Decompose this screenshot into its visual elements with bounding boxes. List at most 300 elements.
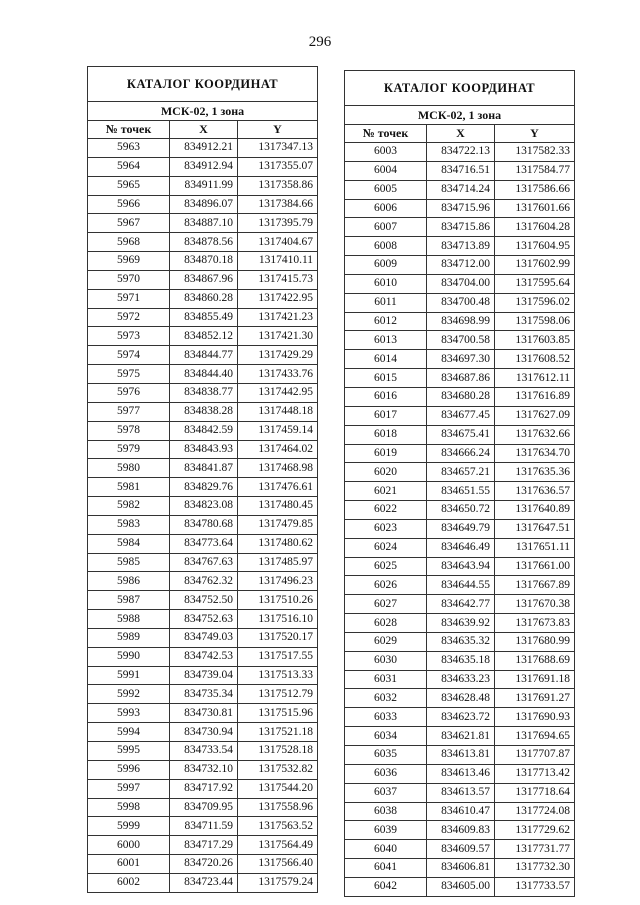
y-coordinate-cell: 1317627.09 xyxy=(495,406,575,425)
point-number-cell: 6017 xyxy=(345,406,427,425)
point-number-cell: 6020 xyxy=(345,463,427,482)
x-coordinate-cell: 834649.79 xyxy=(427,519,495,538)
x-coordinate-cell: 834723.44 xyxy=(170,873,238,892)
table-row xyxy=(88,402,318,421)
point-number-cell: 5975 xyxy=(88,365,170,384)
catalog-subtitle: МСК-02, 1 зона xyxy=(88,102,318,121)
point-number-cell: 5997 xyxy=(88,779,170,798)
column-header-x: X xyxy=(427,125,495,143)
x-coordinate-cell: 834621.81 xyxy=(427,727,495,746)
x-coordinate-cell: 834613.46 xyxy=(427,764,495,783)
x-coordinate-cell: 834911.99 xyxy=(170,176,238,195)
x-coordinate-cell: 834635.32 xyxy=(427,632,495,651)
table-row xyxy=(345,256,575,275)
x-coordinate-cell: 834773.64 xyxy=(170,534,238,553)
x-coordinate-cell: 834878.56 xyxy=(170,233,238,252)
y-coordinate-cell: 1317510.26 xyxy=(238,591,318,610)
point-number-cell: 5989 xyxy=(88,628,170,647)
x-coordinate-cell: 834838.77 xyxy=(170,383,238,402)
y-coordinate-cell: 1317647.51 xyxy=(495,519,575,538)
table-row xyxy=(345,708,575,727)
point-number-cell: 5981 xyxy=(88,478,170,497)
y-coordinate-cell: 1317732.30 xyxy=(495,859,575,878)
table-row xyxy=(88,723,318,742)
table-row xyxy=(345,218,575,237)
point-number-cell: 6015 xyxy=(345,369,427,388)
x-coordinate-cell: 834687.86 xyxy=(427,369,495,388)
table-row xyxy=(88,817,318,836)
table-row xyxy=(345,199,575,218)
point-number-cell: 5974 xyxy=(88,346,170,365)
y-coordinate-cell: 1317563.52 xyxy=(238,817,318,836)
y-coordinate-cell: 1317521.18 xyxy=(238,723,318,742)
point-number-cell: 6006 xyxy=(345,199,427,218)
x-coordinate-cell: 834644.55 xyxy=(427,576,495,595)
point-number-cell: 5995 xyxy=(88,742,170,761)
x-coordinate-cell: 834843.93 xyxy=(170,440,238,459)
y-coordinate-cell: 1317713.42 xyxy=(495,764,575,783)
table-row xyxy=(345,501,575,520)
point-number-cell: 5972 xyxy=(88,308,170,327)
y-coordinate-cell: 1317634.70 xyxy=(495,444,575,463)
table-row xyxy=(88,346,318,365)
table-row xyxy=(88,497,318,516)
table-row xyxy=(88,647,318,666)
y-coordinate-cell: 1317422.95 xyxy=(238,289,318,308)
table-row xyxy=(345,783,575,802)
table-row xyxy=(88,610,318,629)
y-coordinate-cell: 1317673.83 xyxy=(495,614,575,633)
point-number-cell: 6028 xyxy=(345,614,427,633)
x-coordinate-cell: 834715.96 xyxy=(427,199,495,218)
y-coordinate-cell: 1317661.00 xyxy=(495,557,575,576)
point-number-cell: 5963 xyxy=(88,139,170,158)
y-coordinate-cell: 1317532.82 xyxy=(238,760,318,779)
point-number-cell: 6023 xyxy=(345,519,427,538)
y-coordinate-cell: 1317731.77 xyxy=(495,840,575,859)
point-number-cell: 5971 xyxy=(88,289,170,308)
point-number-cell: 5998 xyxy=(88,798,170,817)
x-coordinate-cell: 834867.96 xyxy=(170,270,238,289)
table-row xyxy=(88,591,318,610)
x-coordinate-cell: 834870.18 xyxy=(170,252,238,271)
point-number-cell: 6019 xyxy=(345,444,427,463)
y-coordinate-cell: 1317421.23 xyxy=(238,308,318,327)
coordinate-catalog-right xyxy=(344,70,575,897)
x-coordinate-cell: 834733.54 xyxy=(170,742,238,761)
y-coordinate-cell: 1317496.23 xyxy=(238,572,318,591)
table-row xyxy=(345,237,575,256)
x-coordinate-cell: 834844.40 xyxy=(170,365,238,384)
point-number-cell: 6022 xyxy=(345,501,427,520)
y-coordinate-cell: 1317395.79 xyxy=(238,214,318,233)
y-coordinate-cell: 1317598.06 xyxy=(495,312,575,331)
x-coordinate-cell: 834700.48 xyxy=(427,293,495,312)
coordinate-catalog-left xyxy=(87,66,318,893)
y-coordinate-cell: 1317512.79 xyxy=(238,685,318,704)
x-coordinate-cell: 834651.55 xyxy=(427,482,495,501)
point-number-cell: 5991 xyxy=(88,666,170,685)
x-coordinate-cell: 834742.53 xyxy=(170,647,238,666)
table-row xyxy=(345,840,575,859)
table-row xyxy=(345,859,575,878)
y-coordinate-cell: 1317608.52 xyxy=(495,350,575,369)
table-row xyxy=(88,855,318,874)
table-row xyxy=(88,176,318,195)
x-coordinate-cell: 834730.94 xyxy=(170,723,238,742)
point-number-cell: 5992 xyxy=(88,685,170,704)
table-row xyxy=(345,425,575,444)
y-coordinate-cell: 1317404.67 xyxy=(238,233,318,252)
y-coordinate-cell: 1317640.89 xyxy=(495,501,575,520)
table-row xyxy=(345,802,575,821)
point-number-cell: 5999 xyxy=(88,817,170,836)
x-coordinate-cell: 834680.28 xyxy=(427,387,495,406)
table-row xyxy=(345,821,575,840)
x-coordinate-cell: 834711.59 xyxy=(170,817,238,836)
column-header-y: Y xyxy=(238,121,318,139)
table-row xyxy=(88,157,318,176)
y-coordinate-cell: 1317694.65 xyxy=(495,727,575,746)
y-coordinate-cell: 1317528.18 xyxy=(238,742,318,761)
x-coordinate-cell: 834650.72 xyxy=(427,501,495,520)
x-coordinate-cell: 834606.81 xyxy=(427,859,495,878)
y-coordinate-cell: 1317586.66 xyxy=(495,180,575,199)
x-coordinate-cell: 834842.59 xyxy=(170,421,238,440)
point-number-cell: 6040 xyxy=(345,840,427,859)
x-coordinate-cell: 834844.77 xyxy=(170,346,238,365)
y-coordinate-cell: 1317718.64 xyxy=(495,783,575,802)
y-coordinate-cell: 1317448.18 xyxy=(238,402,318,421)
point-number-cell: 5982 xyxy=(88,497,170,516)
x-coordinate-cell: 834697.30 xyxy=(427,350,495,369)
x-coordinate-cell: 834735.34 xyxy=(170,685,238,704)
y-coordinate-cell: 1317602.99 xyxy=(495,256,575,275)
x-coordinate-cell: 834643.94 xyxy=(427,557,495,576)
table-row xyxy=(345,651,575,670)
y-coordinate-cell: 1317724.08 xyxy=(495,802,575,821)
point-number-cell: 5979 xyxy=(88,440,170,459)
point-number-cell: 5990 xyxy=(88,647,170,666)
table-row xyxy=(88,214,318,233)
point-number-cell: 5984 xyxy=(88,534,170,553)
point-number-cell: 5980 xyxy=(88,459,170,478)
x-coordinate-cell: 834712.00 xyxy=(427,256,495,275)
x-coordinate-cell: 834605.00 xyxy=(427,877,495,896)
table-row xyxy=(88,666,318,685)
y-coordinate-cell: 1317515.96 xyxy=(238,704,318,723)
table-row xyxy=(345,331,575,350)
y-coordinate-cell: 1317355.07 xyxy=(238,157,318,176)
x-coordinate-cell: 834752.50 xyxy=(170,591,238,610)
y-coordinate-cell: 1317459.14 xyxy=(238,421,318,440)
table-row xyxy=(345,595,575,614)
y-coordinate-cell: 1317579.24 xyxy=(238,873,318,892)
x-coordinate-cell: 834698.99 xyxy=(427,312,495,331)
x-coordinate-cell: 834829.76 xyxy=(170,478,238,497)
x-coordinate-cell: 834855.49 xyxy=(170,308,238,327)
x-coordinate-cell: 834639.92 xyxy=(427,614,495,633)
table-row xyxy=(345,161,575,180)
point-number-cell: 5966 xyxy=(88,195,170,214)
x-coordinate-cell: 834887.10 xyxy=(170,214,238,233)
point-number-cell: 6010 xyxy=(345,274,427,293)
point-number-cell: 6007 xyxy=(345,218,427,237)
point-number-cell: 6008 xyxy=(345,237,427,256)
y-coordinate-cell: 1317558.96 xyxy=(238,798,318,817)
y-coordinate-cell: 1317410.11 xyxy=(238,252,318,271)
y-coordinate-cell: 1317733.57 xyxy=(495,877,575,896)
point-number-cell: 6013 xyxy=(345,331,427,350)
y-coordinate-cell: 1317612.11 xyxy=(495,369,575,388)
point-number-cell: 5993 xyxy=(88,704,170,723)
x-coordinate-cell: 834912.94 xyxy=(170,157,238,176)
x-coordinate-cell: 834610.47 xyxy=(427,802,495,821)
x-coordinate-cell: 834838.28 xyxy=(170,402,238,421)
table-row xyxy=(88,139,318,158)
y-coordinate-cell: 1317442.95 xyxy=(238,383,318,402)
table-row xyxy=(88,742,318,761)
table-row xyxy=(88,704,318,723)
catalog-title: КАТАЛОГ КООРДИНАТ xyxy=(345,71,575,106)
table-row xyxy=(345,293,575,312)
point-number-cell: 6037 xyxy=(345,783,427,802)
point-number-cell: 5977 xyxy=(88,402,170,421)
point-number-cell: 6035 xyxy=(345,746,427,765)
table-row xyxy=(88,572,318,591)
x-coordinate-cell: 834657.21 xyxy=(427,463,495,482)
y-coordinate-cell: 1317601.66 xyxy=(495,199,575,218)
point-number-cell: 6034 xyxy=(345,727,427,746)
y-coordinate-cell: 1317616.89 xyxy=(495,387,575,406)
x-coordinate-cell: 834709.95 xyxy=(170,798,238,817)
table-row xyxy=(88,308,318,327)
x-coordinate-cell: 834780.68 xyxy=(170,515,238,534)
table-row xyxy=(345,406,575,425)
column-header-point: № точек xyxy=(88,121,170,139)
point-number-cell: 6041 xyxy=(345,859,427,878)
table-row xyxy=(345,670,575,689)
table-row xyxy=(88,873,318,892)
table-row xyxy=(88,421,318,440)
y-coordinate-cell: 1317670.38 xyxy=(495,595,575,614)
table-row xyxy=(88,534,318,553)
y-coordinate-cell: 1317729.62 xyxy=(495,821,575,840)
table-row xyxy=(88,383,318,402)
point-number-cell: 6033 xyxy=(345,708,427,727)
point-number-cell: 6014 xyxy=(345,350,427,369)
y-coordinate-cell: 1317517.55 xyxy=(238,647,318,666)
x-coordinate-cell: 834609.83 xyxy=(427,821,495,840)
x-coordinate-cell: 834716.51 xyxy=(427,161,495,180)
point-number-cell: 6032 xyxy=(345,689,427,708)
y-coordinate-cell: 1317688.69 xyxy=(495,651,575,670)
y-coordinate-cell: 1317516.10 xyxy=(238,610,318,629)
table-row xyxy=(345,463,575,482)
table-row xyxy=(345,369,575,388)
table-row xyxy=(345,350,575,369)
point-number-cell: 6003 xyxy=(345,143,427,162)
point-number-cell: 5976 xyxy=(88,383,170,402)
x-coordinate-cell: 834739.04 xyxy=(170,666,238,685)
point-number-cell: 6002 xyxy=(88,873,170,892)
point-number-cell: 5994 xyxy=(88,723,170,742)
x-coordinate-cell: 834732.10 xyxy=(170,760,238,779)
table-row xyxy=(345,312,575,331)
x-coordinate-cell: 834715.86 xyxy=(427,218,495,237)
table-row xyxy=(88,553,318,572)
y-coordinate-cell: 1317358.86 xyxy=(238,176,318,195)
point-number-cell: 6038 xyxy=(345,802,427,821)
y-coordinate-cell: 1317667.89 xyxy=(495,576,575,595)
point-number-cell: 5988 xyxy=(88,610,170,629)
table-row xyxy=(88,365,318,384)
table-row xyxy=(345,143,575,162)
x-coordinate-cell: 834896.07 xyxy=(170,195,238,214)
point-number-cell: 5986 xyxy=(88,572,170,591)
x-coordinate-cell: 834823.08 xyxy=(170,497,238,516)
table-row xyxy=(345,877,575,896)
point-number-cell: 6021 xyxy=(345,482,427,501)
y-coordinate-cell: 1317632.66 xyxy=(495,425,575,444)
y-coordinate-cell: 1317707.87 xyxy=(495,746,575,765)
table-row xyxy=(345,482,575,501)
x-coordinate-cell: 834722.13 xyxy=(427,143,495,162)
y-coordinate-cell: 1317690.93 xyxy=(495,708,575,727)
x-coordinate-cell: 834860.28 xyxy=(170,289,238,308)
x-coordinate-cell: 834713.89 xyxy=(427,237,495,256)
x-coordinate-cell: 834749.03 xyxy=(170,628,238,647)
y-coordinate-cell: 1317595.64 xyxy=(495,274,575,293)
y-coordinate-cell: 1317520.17 xyxy=(238,628,318,647)
y-coordinate-cell: 1317691.18 xyxy=(495,670,575,689)
x-coordinate-cell: 834613.81 xyxy=(427,746,495,765)
point-number-cell: 5987 xyxy=(88,591,170,610)
point-number-cell: 5978 xyxy=(88,421,170,440)
x-coordinate-cell: 834714.24 xyxy=(427,180,495,199)
point-number-cell: 5973 xyxy=(88,327,170,346)
point-number-cell: 6009 xyxy=(345,256,427,275)
point-number-cell: 6042 xyxy=(345,877,427,896)
point-number-cell: 6030 xyxy=(345,651,427,670)
y-coordinate-cell: 1317347.13 xyxy=(238,139,318,158)
table-row xyxy=(88,289,318,308)
y-coordinate-cell: 1317635.36 xyxy=(495,463,575,482)
y-coordinate-cell: 1317603.85 xyxy=(495,331,575,350)
table-row xyxy=(345,727,575,746)
y-coordinate-cell: 1317680.99 xyxy=(495,632,575,651)
table-row xyxy=(88,478,318,497)
table-row xyxy=(88,798,318,817)
table-row xyxy=(88,836,318,855)
point-number-cell: 6036 xyxy=(345,764,427,783)
x-coordinate-cell: 834852.12 xyxy=(170,327,238,346)
x-coordinate-cell: 834841.87 xyxy=(170,459,238,478)
x-coordinate-cell: 834613.57 xyxy=(427,783,495,802)
x-coordinate-cell: 834762.32 xyxy=(170,572,238,591)
point-number-cell: 6026 xyxy=(345,576,427,595)
y-coordinate-cell: 1317582.33 xyxy=(495,143,575,162)
table-row xyxy=(88,779,318,798)
y-coordinate-cell: 1317480.45 xyxy=(238,497,318,516)
y-coordinate-cell: 1317476.61 xyxy=(238,478,318,497)
table-row xyxy=(88,515,318,534)
point-number-cell: 5965 xyxy=(88,176,170,195)
y-coordinate-cell: 1317485.97 xyxy=(238,553,318,572)
point-number-cell: 5996 xyxy=(88,760,170,779)
table-row xyxy=(345,444,575,463)
y-coordinate-cell: 1317564.49 xyxy=(238,836,318,855)
catalog-title: КАТАЛОГ КООРДИНАТ xyxy=(88,67,318,102)
page-number: 296 xyxy=(308,34,332,50)
point-number-cell: 6031 xyxy=(345,670,427,689)
x-coordinate-cell: 834704.00 xyxy=(427,274,495,293)
y-coordinate-cell: 1317464.02 xyxy=(238,440,318,459)
y-coordinate-cell: 1317584.77 xyxy=(495,161,575,180)
x-coordinate-cell: 834666.24 xyxy=(427,444,495,463)
table-row xyxy=(345,274,575,293)
catalog-subtitle: МСК-02, 1 зона xyxy=(345,106,575,125)
point-number-cell: 6029 xyxy=(345,632,427,651)
table-row xyxy=(345,689,575,708)
point-number-cell: 6012 xyxy=(345,312,427,331)
y-coordinate-cell: 1317636.57 xyxy=(495,482,575,501)
point-number-cell: 5968 xyxy=(88,233,170,252)
table-row xyxy=(345,180,575,199)
point-number-cell: 6001 xyxy=(88,855,170,874)
point-number-cell: 6004 xyxy=(345,161,427,180)
column-header-x: X xyxy=(170,121,238,139)
point-number-cell: 5985 xyxy=(88,553,170,572)
x-coordinate-cell: 834609.57 xyxy=(427,840,495,859)
x-coordinate-cell: 834675.41 xyxy=(427,425,495,444)
y-coordinate-cell: 1317480.62 xyxy=(238,534,318,553)
x-coordinate-cell: 834767.63 xyxy=(170,553,238,572)
y-coordinate-cell: 1317479.85 xyxy=(238,515,318,534)
y-coordinate-cell: 1317433.76 xyxy=(238,365,318,384)
table-row xyxy=(88,270,318,289)
x-coordinate-cell: 834720.26 xyxy=(170,855,238,874)
point-number-cell: 6016 xyxy=(345,387,427,406)
y-coordinate-cell: 1317604.95 xyxy=(495,237,575,256)
table-row xyxy=(345,764,575,783)
x-coordinate-cell: 834717.29 xyxy=(170,836,238,855)
table-row xyxy=(345,746,575,765)
table-row xyxy=(345,576,575,595)
point-number-cell: 6027 xyxy=(345,595,427,614)
point-number-cell: 6024 xyxy=(345,538,427,557)
column-header-y: Y xyxy=(495,125,575,143)
x-coordinate-cell: 834912.21 xyxy=(170,139,238,158)
point-number-cell: 5969 xyxy=(88,252,170,271)
table-row xyxy=(88,628,318,647)
x-coordinate-cell: 834623.72 xyxy=(427,708,495,727)
table-row xyxy=(88,459,318,478)
table-row xyxy=(345,632,575,651)
x-coordinate-cell: 834646.49 xyxy=(427,538,495,557)
y-coordinate-cell: 1317415.73 xyxy=(238,270,318,289)
column-header-point: № точек xyxy=(345,125,427,143)
y-coordinate-cell: 1317429.29 xyxy=(238,346,318,365)
table-row xyxy=(345,614,575,633)
point-number-cell: 5967 xyxy=(88,214,170,233)
y-coordinate-cell: 1317566.40 xyxy=(238,855,318,874)
y-coordinate-cell: 1317384.66 xyxy=(238,195,318,214)
point-number-cell: 6018 xyxy=(345,425,427,444)
table-row xyxy=(88,685,318,704)
table-row xyxy=(88,233,318,252)
table-row xyxy=(345,557,575,576)
